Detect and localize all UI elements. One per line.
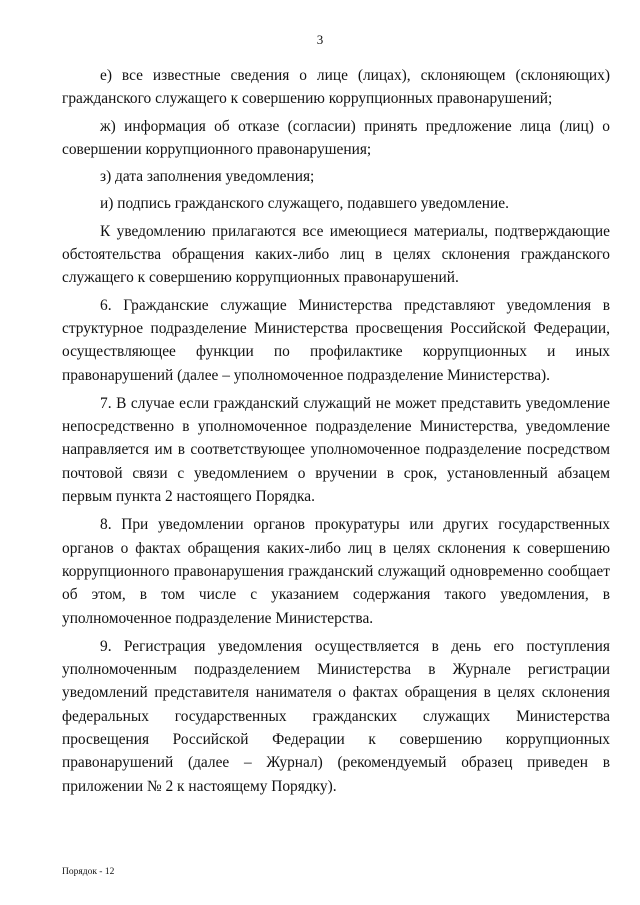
paragraph-item-z: з) дата заполнения уведомления;: [100, 168, 315, 186]
paragraph-item-zh: ж) информация об отказе (согласии) принять предложение лица (лиц) о совершении коррупционного правонарушения;: [62, 117, 610, 158]
paragraph-clause-7: 7. В случае если гражданский служащий не может представить уведомление непосредственно в уполномоченное подразделение Министерства, уведомление направляется им в соответствующее уполномоченное подразделение посредством почтовой связи с уведомлением о вручении в срок, установленный абзацем первым пункта 2 настоящего Порядка.: [62, 394, 610, 506]
paragraph-clause-9: 9. Регистрация уведомления осуществляется в день его поступления уполномоченным подразделением Министерства в Журнале регистрации уведомлений представителя нанимателя о фактах обращения в целях склонения федеральных государственных гражданских служащих Министерства просвещения Российской Федерации к совершению коррупционных правонарушений (далее – Журнал) (рекомендуемый образец приведен в приложении № 2 к настоящему Порядку).: [62, 637, 610, 795]
paragraph-item-i: и) подпись гражданского служащего, подавшего уведомление.: [100, 195, 509, 213]
paragraph-clause-6: 6. Гражданские служащие Министерства представляют уведомления в структурное подразделение Министерства просвещения Российской Федерации, осуществляющее функции по профилактике коррупционных и иных правонарушений (далее – уполномоченное подразделение Министерства).: [62, 296, 610, 384]
page-footer: Порядок - 12: [62, 867, 115, 877]
paragraph-item-e: е) все известные сведения о лице (лицах), склоняющем (склоняющих) гражданского служащего к совершению коррупционных правонарушений;: [62, 67, 610, 108]
document-body: [62, 64, 610, 802]
paragraph-clause-8: 8. При уведомлении органов прокуратуры или других государственных органов о фактах обращения каких-либо лиц в целях склонения к совершению коррупционного правонарушения гражданский служащий одновременно сообщает об этом, в том числе с указанием содержания такого уведомления, в уполномоченное подразделение Министерства.: [62, 516, 610, 627]
paragraph-attachments: К уведомлению прилагаются все имеющиеся материалы, подтверждающие обстоятельства обращения каких-либо лиц в целях склонения гражданского служащего к совершению коррупционных правонарушений.: [62, 222, 610, 287]
page-number: 3: [316, 32, 324, 47]
